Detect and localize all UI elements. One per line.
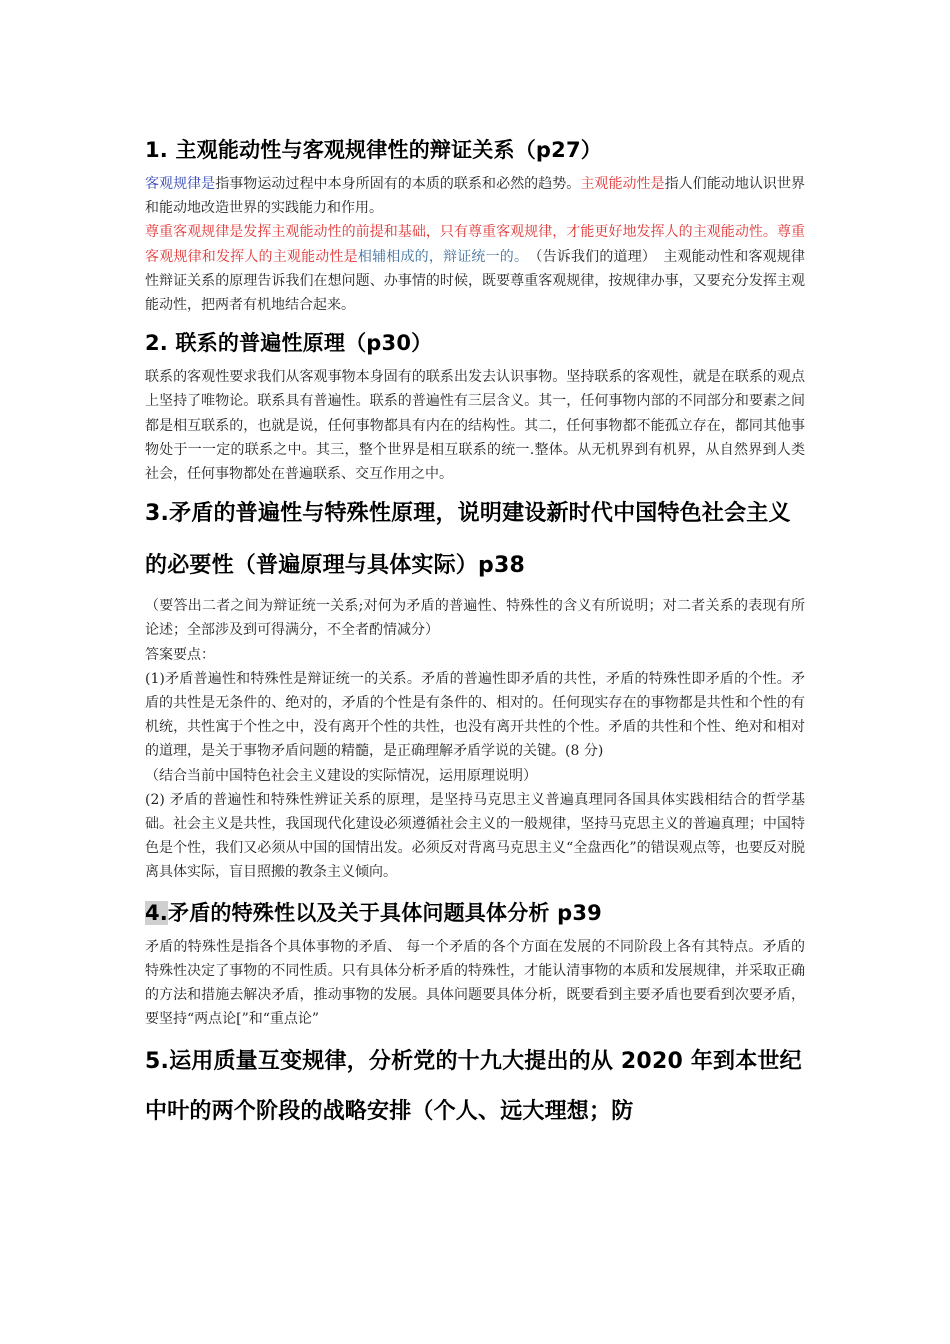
document-content — [145, 130, 805, 1137]
section-3-point-1: (1)矛盾普遍性和特殊性是辩证统一的关系。矛盾的普遍性即矛盾的共性，矛盾的特殊性即矛盾的个性。矛盾的共性是无条件的、绝对的，矛盾的个性是有条件的、相对的。任何现实存在的事物都是共性和个性的有机统，共性寓于个性之中，没有离开个性的共性，也没有离开共性的个性。矛盾的共性和个性、绝对和相对的道理，是关于事物矛盾问题的精髓，是正确理解矛盾学说的关键。(8 分) — [145, 670, 805, 760]
section-4-heading: 4.矛盾的特殊性以及关于具体问题具体分析 p39 — [145, 900, 602, 925]
emphasis-blue-text: 相辅相成的，辩证统一的。 — [357, 248, 522, 265]
section-3-heading: 3.矛盾的普遍性与特殊性原理，说明建设新时代中国特色社会主义的必要性（普遍原理与具体实际）p38 — [145, 501, 791, 579]
section-1-paragraph-1: 客观规律是指事物运动过程中本身所固有的本质的联系和必然的趋势。主观能动性是指人们能动地认识世界和能动地改造世界的实践能力和作用。 — [145, 176, 806, 217]
section-2-body: 联系的客观性要求我们从客观事物本身固有的联系出发去认识事物。坚持联系的客观性，就是在联系的观点上坚持了唯物论。联系具有普遍性。联系的普遍性有三层含义。其一，任何事物内部的不同部分和要素之间都是相互联系的，也就是说，任何事物都具有内在的结构性。其二，任何事物都不能孤立存在，都同其他事物处于一一定的联系之中。其三，整个世界是相互联系的统一.整体。从无机界到有机界，从自然界到人类社会，任何事物都处在普遍联系、交互作用之中。 — [145, 369, 805, 483]
section-3-note: （要答出二者之间为辩证统一关系;对何为矛盾的普遍性、特殊性的含义有所说明；对二者关系的表现有所论述；全部涉及到可得满分，不全者酌情减分） — [145, 598, 805, 639]
section-3-answer-label: 答案要点： — [145, 646, 215, 663]
section-1-heading: 1. 主观能动性与客观规律性的辩证关系（p27） — [145, 138, 602, 162]
section-4-body: 矛盾的特殊性是指各个具体事物的矛盾、 每一个矛盾的各个方面在发展的不同阶段上各有其特点。矛盾的特殊性决定了事物的不同性质。只有具体分析矛盾的特殊性，才能认清事物的本质和发展规律，并采取正确的方法和措施去解决矛盾，推动事物的发展。具体问题要具体分析，既要看到主要矛盾也要看到次要矛盾，要坚持“两点论[”和“重点论” — [145, 938, 805, 1028]
term-subjective-initiative: 主观能动性是 — [580, 176, 665, 192]
emphasis-red-text: 尊重客观规律是发挥主观能动性的前提和基础，只有尊重客观规律，才能更好地发挥人的主观能动性。尊重客观规律和发挥人的主观能动性是 — [145, 224, 805, 265]
term-objective-law: 客观规律是 — [145, 176, 216, 192]
section-5-heading: 5.运用质量互变规律，分析党的十九大提出的从 2020 年到本世纪中叶的两个阶段的战略安排（个人、远大理想；防 — [145, 1049, 802, 1125]
section-3-point-2: (2) 矛盾的普遍性和特殊性辨证关系的原理，是坚持马克思主义普遍真理同各国具体实践相结合的哲学基础。社会主义是共性，我国现代化建设必须遵循社会主义的一般规律，坚持马克思主义的普遍真理；中国特色是个性，我们又必须从中国的国情出发。必须反对背离马克思主义“全盘西化”的错误观点等，也要反对脱离具体实际，盲目照搬的教条主义倾向。 — [145, 791, 805, 881]
section-1-paragraph-2: 尊重客观规律是发挥主观能动性的前提和基础，只有尊重客观规律，才能更好地发挥人的主观能动性。尊重客观规律和发挥人的主观能动性是相辅相成的，辩证统一的。 （告诉我们的道理） 主观能动性和客观规律性辩证关系的原理告诉我们在想问题、办事情的时候，既要尊重客观规律，按规律办事，又要充分发挥主观能动性，把两者有机地结合起来。 — [145, 224, 806, 314]
section-3-note-2: （结合当前中国特色社会主义建设的实际情况，运用原理说明） — [145, 767, 537, 784]
highlighted-number: 4. — [145, 900, 168, 925]
section-2-heading: 2. 联系的普遍性原理（p30） — [145, 331, 433, 356]
